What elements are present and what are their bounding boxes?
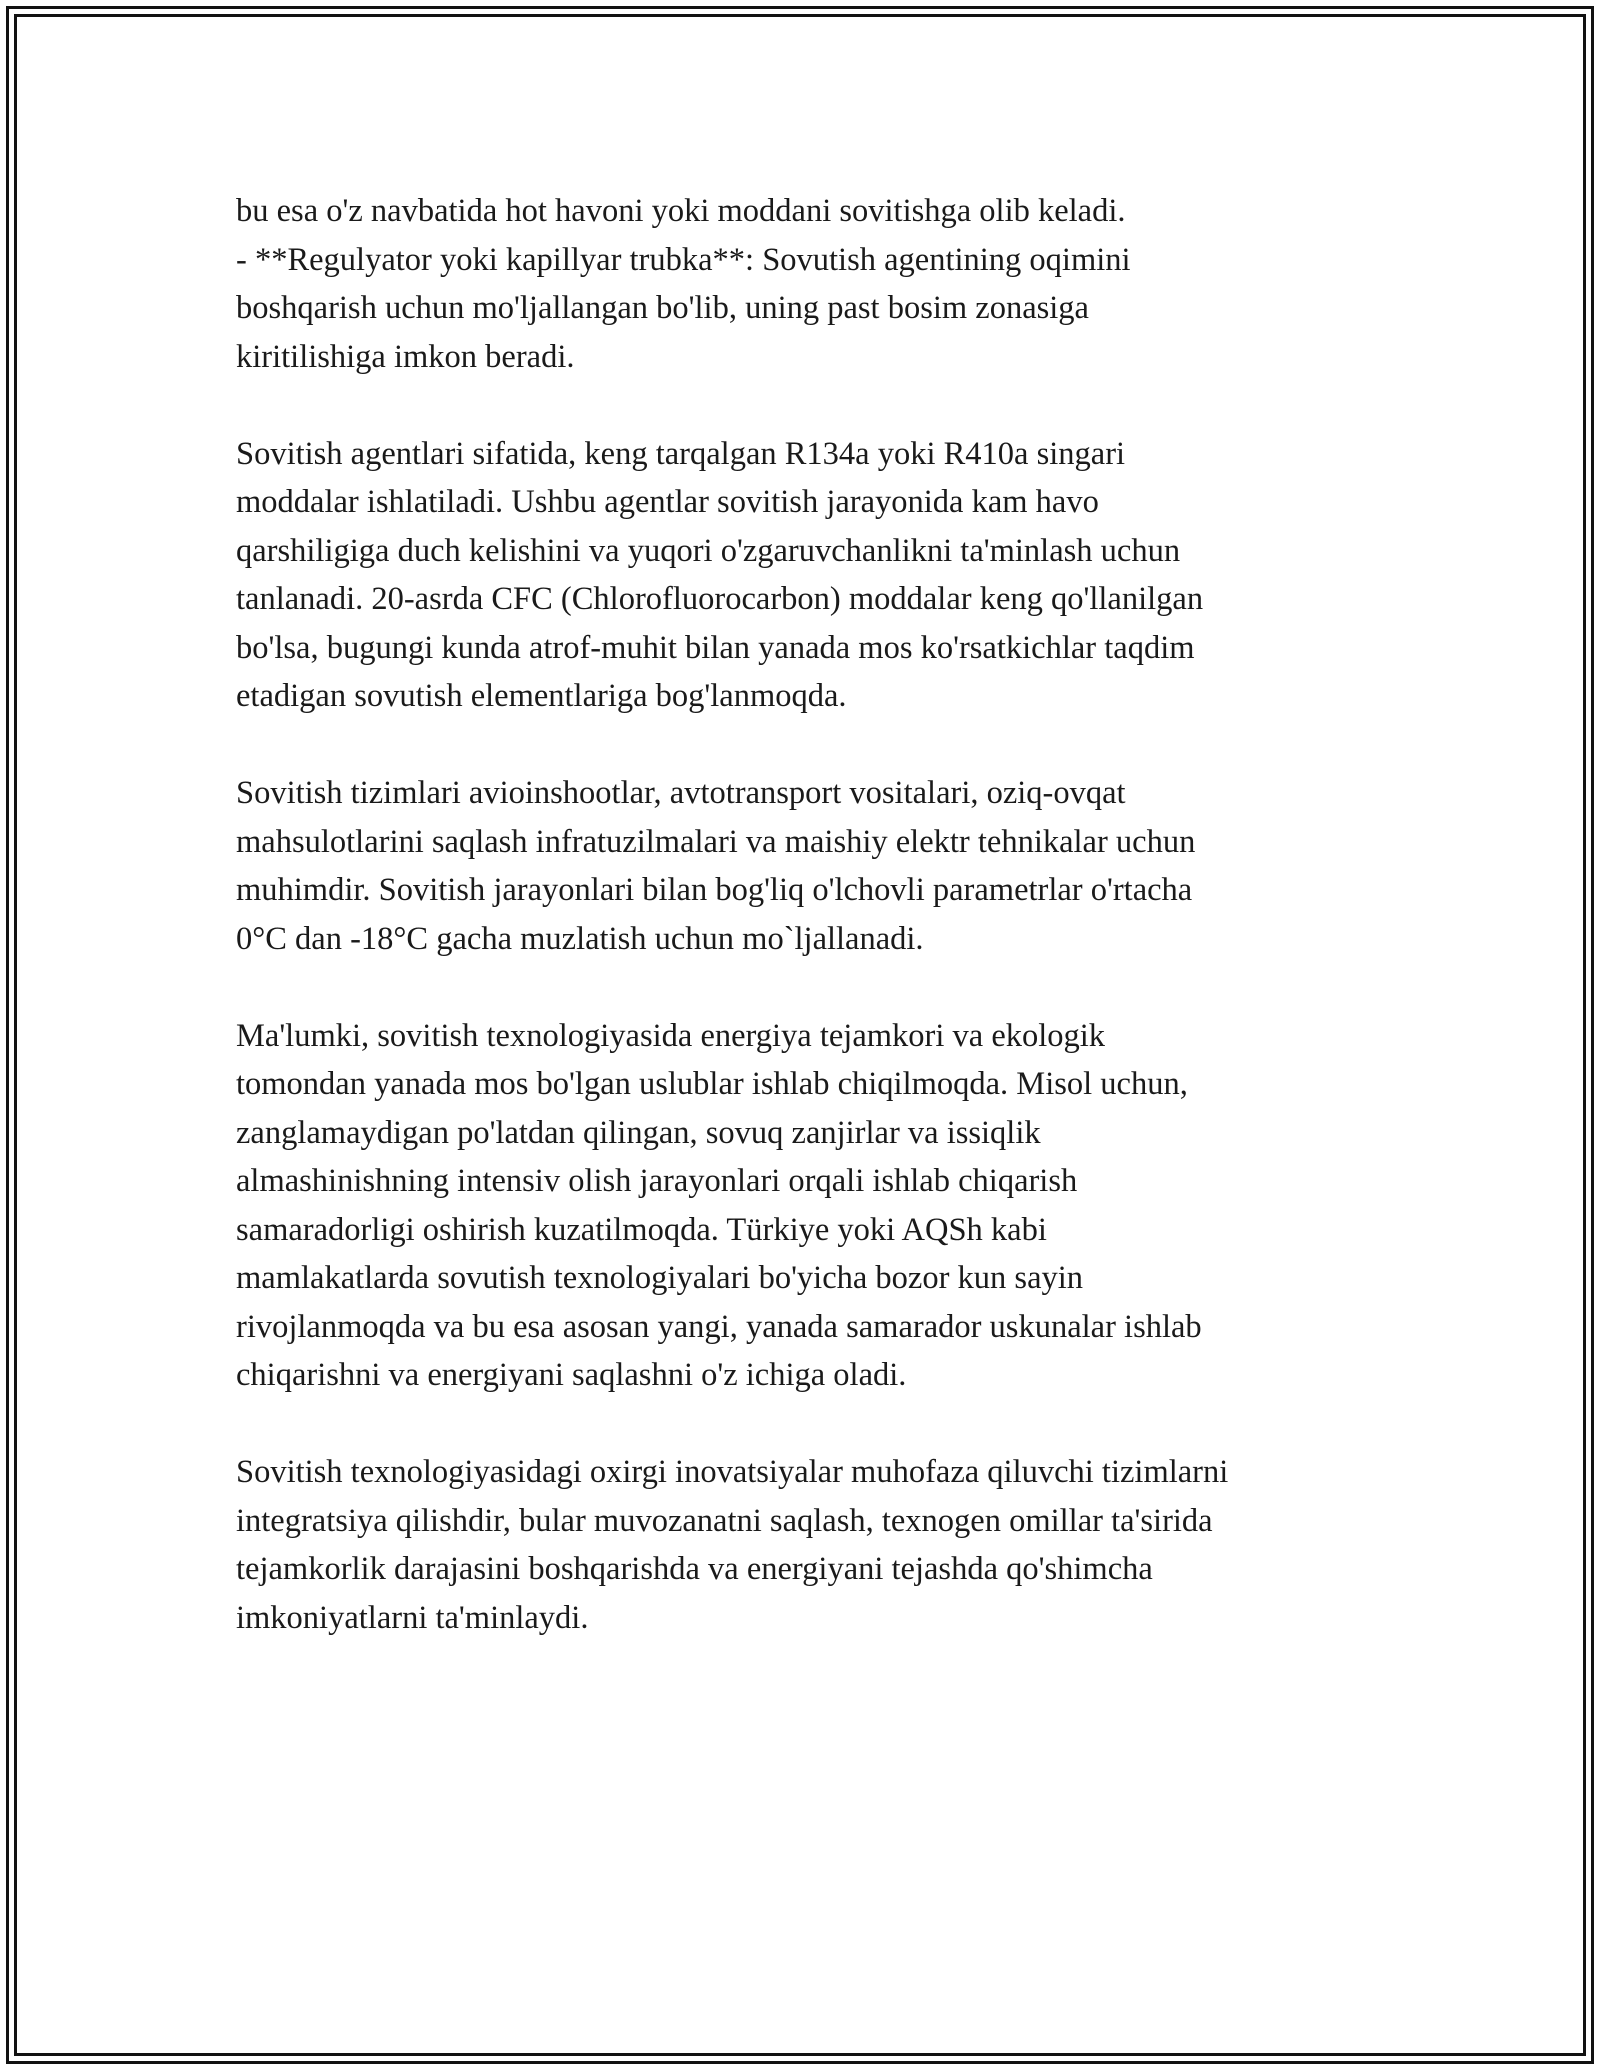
paragraph-3 (236, 769, 1366, 963)
paragraph-5 (236, 1448, 1366, 1642)
text-line: moddalar ishlatiladi. Ushbu agentlar sovitish jarayonida kam havo (236, 484, 1099, 520)
text-line: tomondan yanada mos bo'lgan uslublar ishlab chiqilmoqda. Misol uchun, (236, 1066, 1188, 1102)
text-line: etadigan sovutish elementlariga bog'lanmoqda. (236, 678, 847, 714)
paragraph-1 (236, 187, 1366, 381)
text-line: chiqarishni va energiyani saqlashni o'z ichiga oladi. (236, 1357, 907, 1393)
text-line: zanglamaydigan po'latdan qilingan, sovuq zanjirlar va issiqlik (236, 1114, 1041, 1151)
text-line: samaradorligi oshirish kuzatilmoqda. Türkiye yoki AQSh kabi (236, 1211, 1047, 1248)
text-line: tanlanadi. 20-asrda CFC (Chlorofluorocarbon) moddalar keng qo'llanilgan (236, 581, 1204, 617)
text-line: bo'lsa, bugungi kunda atrof-muhit bilan yanada mos ko'rsatkichlar taqdim (236, 629, 1195, 666)
text-line: almashinishning intensiv olish jarayonlari orqali ishlab chiqarish (236, 1163, 1078, 1199)
text-line: boshqarish uchun mo'ljallangan bo'lib, uning past bosim zonasiga (236, 290, 1089, 326)
paragraph-4 (236, 1012, 1366, 1400)
text-line: integratsiya qilishdir, bular muvozanatni saqlash, texnogen omillar ta'sirida (236, 1502, 1213, 1539)
text-line: qarshiligiga duch kelishini va yuqori o'zgaruvchanlikni ta'minlash uchun (236, 532, 1181, 569)
text-line: Sovitish tizimlari avioinshootlar, avtotransport vositalari, oziq-ovqat (236, 775, 1126, 811)
text-line: Sovitish agentlari sifatida, keng tarqalgan R134a yoki R410a singari (236, 435, 1126, 472)
text-line: imkoniyatlarni ta'minlaydi. (236, 1599, 589, 1636)
text-line: muhimdir. Sovitish jarayonlari bilan bog'liq o'lchovli parametrlar o'rtacha (236, 872, 1193, 908)
paragraph-2 (236, 430, 1366, 721)
text-line: mamlakatlarda sovutish texnologiyalari bo'yicha bozor kun sayin (236, 1260, 1084, 1296)
document-body (236, 187, 1366, 1691)
text-line: bu esa o'z navbatida hot havoni yoki moddani sovitishga olib keladi. (236, 193, 1126, 229)
text-line: Ma'lumki, sovitish texnologiyasida energiya tejamkori va ekologik (236, 1017, 1106, 1054)
text-line: Sovitish texnologiyasidagi oxirgi inovatsiyalar muhofaza qiluvchi tizimlarni (236, 1454, 1229, 1490)
text-line: - **Regulyator yoki kapillyar trubka**: Sovutish agentining oqimini (236, 241, 1131, 278)
text-line: 0°C dan -18°C gacha muzlatish uchun mo`ljallanadi. (236, 920, 924, 957)
text-line: mahsulotlarini saqlash infratuzilmalari va maishiy elektr tehnikalar uchun (236, 823, 1196, 860)
text-line: tejamkorlik darajasini boshqarishda va energiyani tejashda qo'shimcha (236, 1551, 1153, 1587)
text-line: kiritilishiga imkon beradi. (236, 338, 575, 375)
text-line: rivojlanmoqda va bu esa asosan yangi, yanada samarador uskunalar ishlab (236, 1308, 1202, 1345)
